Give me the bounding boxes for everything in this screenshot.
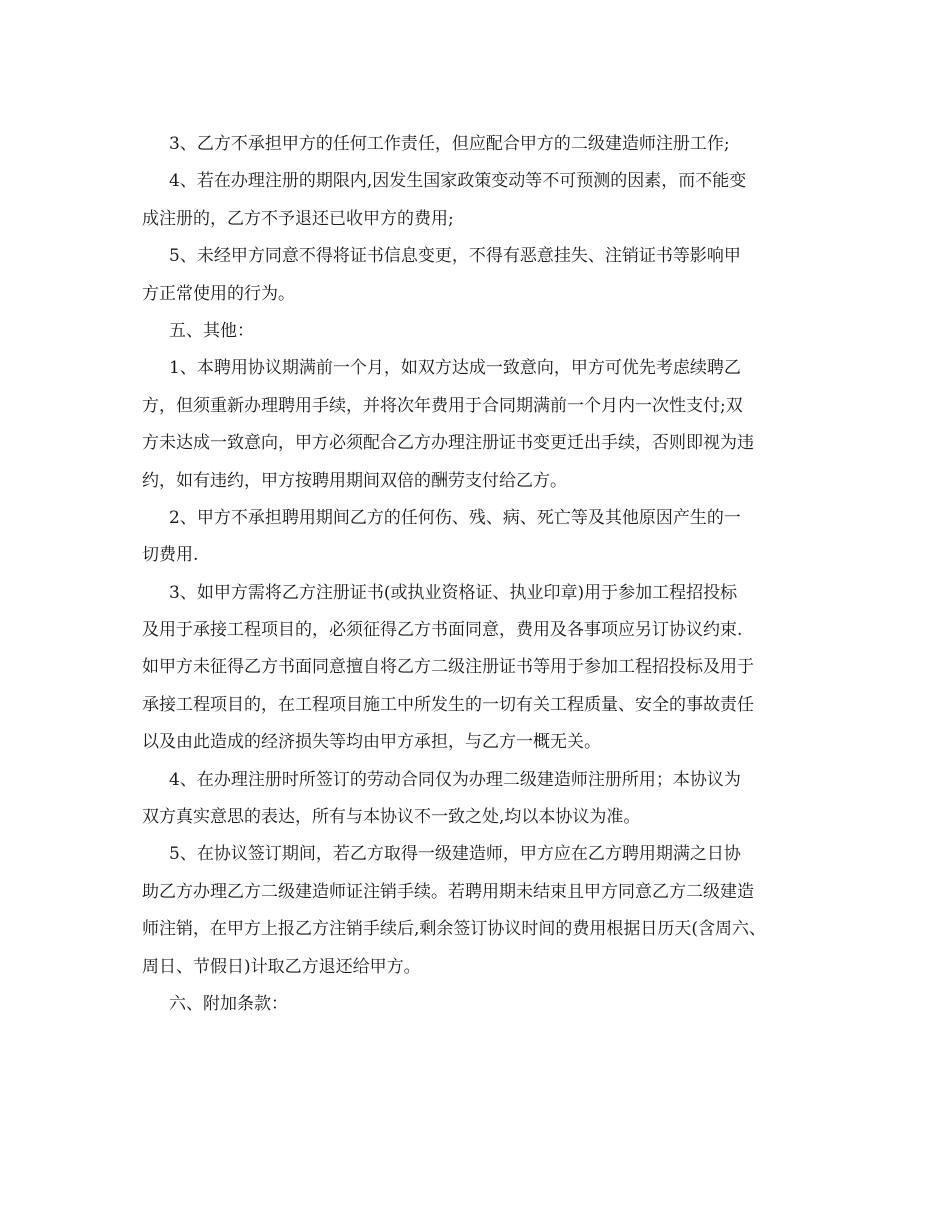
text-line: 双方真实意思的表达，所有与本协议不一致之处,均以本协议为准。 (142, 807, 641, 828)
text-line: 1、本聘用协议期满前一个月，如双方达成一致意向，甲方可优先考虑续聘乙 (169, 358, 741, 379)
section-heading: 六、附加条款： (169, 993, 288, 1014)
text-line: 及用于承接工程项目的，必须征得乙方书面同意，费用及各事项应另订协议约束. (142, 620, 743, 641)
text-line: 约，如有违约，甲方按聘用期间双倍的酬劳支付给乙方。 (142, 470, 567, 491)
text-line: 承接工程项目的，在工程项目施工中所发生的一切有关工程质量、安全的事故责任 (142, 694, 754, 715)
text-line: 方未达成一致意向，甲方必须配合乙方办理注册证书变更迁出手续，否则即视为违 (142, 433, 754, 454)
text-line: 成注册的，乙方不予退还已收甲方的费用; (142, 208, 454, 229)
text-line: 5、未经甲方同意不得将证书信息变更，不得有恶意挂失、注销证书等影响甲 (169, 246, 741, 267)
text-line: 助乙方办理乙方二级建造师证注销手续。若聘用期未结束且甲方同意乙方二级建造 (142, 881, 754, 902)
text-line: 方，但须重新办理聘用手续，并将次年费用于合同期满前一个月内一次性支付;双 (142, 395, 743, 416)
text-line: 方正常使用的行为。 (142, 283, 295, 304)
text-line: 以及由此造成的经济损失等均由甲方承担，与乙方一概无关。 (142, 732, 601, 753)
text-line: 3、乙方不承担甲方的任何工作责任，但应配合甲方的二级建造师注册工作; (169, 134, 730, 154)
text-line: 4、在办理注册时所签订的劳动合同仅为办理二级建造师注册所用；本协议为 (169, 769, 741, 790)
text-line: 2、甲方不承担聘用期间乙方的任何伤、残、病、死亡等及其他原因产生的一 (169, 507, 741, 528)
text-line: 5、在协议签订期间，若乙方取得一级建造师，甲方应在乙方聘用期满之日协 (169, 844, 741, 865)
text-line: 如甲方未征得乙方书面同意擅自将乙方二级注册证书等用于参加工程招投标及用于 (142, 657, 754, 678)
document-body (142, 126, 822, 1023)
section-heading: 五、其他： (169, 320, 254, 341)
text-line: 周日、节假日)计取乙方退还给甲方。 (142, 956, 421, 977)
text-line: 3、如甲方需将乙方注册证书(或执业资格证、执业印章)用于参加工程招投标 (169, 582, 738, 603)
text-line: 切费用. (142, 545, 199, 566)
text-line: 师注销，在甲方上报乙方注销手续后,剩余签订协议时间的费用根据日历天(含周六、 (142, 919, 767, 940)
text-line: 4、若在办理注册的期限内,因发生国家政策变动等不可预测的因素，而不能变 (169, 171, 747, 192)
